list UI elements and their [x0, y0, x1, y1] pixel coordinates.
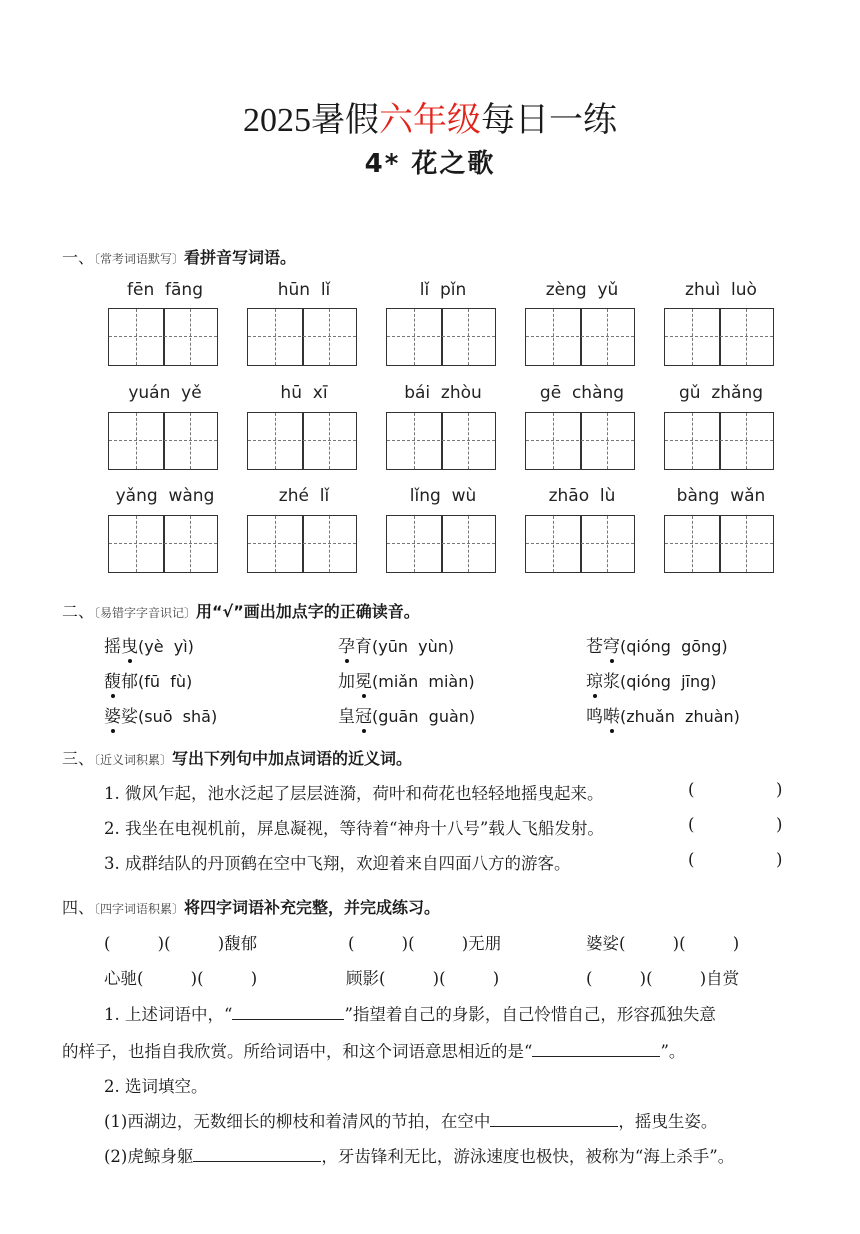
question-1-line-2: 的样子，也指自我欣赏。所给词语中，和这个词语意思相近的是“ ”。: [62, 1042, 686, 1061]
writing-grid[interactable]: [108, 308, 218, 366]
pinyin-label: hū xī: [280, 383, 328, 403]
lesson-title: 4* 花之歌: [364, 149, 496, 179]
idiom-blank-4[interactable]: 心驰( )( ): [104, 969, 258, 988]
section-4-heading: 四、〔四字词语积累〕将四字词语补充完整，并完成练习。: [62, 898, 441, 917]
pinyin-options: (qióng gōng): [620, 637, 728, 656]
word-char-2: 啭: [603, 702, 620, 727]
pinyin-label: yǎng wàng: [115, 486, 215, 506]
writing-grid[interactable]: [664, 515, 774, 573]
pronunciation-item[interactable]: [338, 667, 475, 692]
synonym-sentence-1: 1. 微风乍起，池水泛起了层层涟漪，荷叶和荷花也轻轻地摇曳起来。: [104, 784, 604, 803]
word-char-2: 穹: [603, 632, 620, 657]
question-2-item-1: (1)西湖边，无数细长的柳枝和着清风的节拍，在空中 ，摇曳生姿。: [104, 1112, 718, 1131]
word-char-1: 苍: [586, 637, 603, 657]
writing-grid[interactable]: [525, 308, 635, 366]
pinyin-label: gǔ zhǎng: [678, 383, 764, 403]
answer-blank-1[interactable]: [232, 1003, 344, 1020]
pronunciation-item[interactable]: [104, 667, 192, 692]
pinyin-options: (guān guàn): [372, 707, 476, 726]
writing-grid[interactable]: [247, 308, 357, 366]
pinyin-options: (yè yì): [138, 637, 194, 656]
answer-paren-open-1[interactable]: (: [688, 780, 695, 799]
idiom-blank-5[interactable]: 顾影( )( ): [346, 969, 500, 988]
pinyin-label: zhāo lù: [548, 486, 616, 506]
answer-paren-open-3[interactable]: (: [688, 850, 695, 869]
synonym-sentence-2: 2. 我坐在电视机前，屏息凝视，等待着“神舟十八号”载人飞船发射。: [104, 819, 604, 838]
pronunciation-item[interactable]: [338, 632, 454, 657]
pinyin-label: lǐng wù: [409, 486, 477, 506]
pinyin-options: (qióng jīng): [620, 672, 717, 691]
pronunciation-item[interactable]: [586, 667, 717, 692]
pinyin-label: zhuì luò: [685, 280, 757, 300]
writing-grid[interactable]: [247, 515, 357, 573]
pinyin-label: lǐ pǐn: [419, 280, 467, 300]
question-2-heading: 2. 选词填空。: [104, 1077, 208, 1096]
word-char-1: 皇: [338, 707, 355, 727]
pinyin-options: (fū fù): [138, 672, 193, 691]
answer-blank-2[interactable]: [532, 1040, 660, 1057]
answer-blank-3[interactable]: [490, 1110, 618, 1127]
pronunciation-item[interactable]: [104, 702, 217, 727]
writing-grid[interactable]: [386, 308, 496, 366]
pinyin-options: (suō shā): [138, 707, 218, 726]
word-char-2: 曳: [121, 632, 138, 657]
question-2-item-2: (2)虎鲸身躯 ，牙齿锋利无比，游泳速度也极快，被称为“海上杀手”。: [104, 1147, 735, 1166]
pinyin-label: bái zhòu: [404, 383, 482, 403]
writing-grid[interactable]: [247, 412, 357, 470]
word-char-1: 馥: [104, 667, 121, 692]
pinyin-label: gē chàng: [539, 383, 625, 403]
writing-grid[interactable]: [525, 412, 635, 470]
writing-grid[interactable]: [386, 515, 496, 573]
word-char-1: 婆: [104, 702, 121, 727]
word-char-1: 鸣: [586, 707, 603, 727]
page-title: 2025暑假六年级每日一练: [243, 102, 617, 139]
idiom-blank-2[interactable]: ( )( )无朋: [348, 934, 502, 953]
word-char-2: 郁: [121, 672, 138, 692]
idiom-blank-1[interactable]: ( )( )馥郁: [104, 934, 258, 953]
writing-grid[interactable]: [386, 412, 496, 470]
word-char-2: 冕: [355, 667, 372, 692]
pinyin-label: hūn lǐ: [277, 280, 331, 300]
synonym-sentence-3: 3. 成群结队的丹顶鹤在空中飞翔，欢迎着来自四面八方的游客。: [104, 854, 571, 873]
word-char-2: 育: [355, 637, 372, 657]
pronunciation-item[interactable]: [104, 632, 194, 657]
writing-grid[interactable]: [664, 308, 774, 366]
word-char-1: 琼: [586, 667, 603, 692]
word-char-2: 浆: [603, 672, 620, 692]
pinyin-label: fēn fāng: [127, 280, 203, 300]
idiom-blank-6[interactable]: ( )( )自赏: [586, 969, 740, 988]
word-char-2: 娑: [121, 707, 138, 727]
pinyin-label: zèng yǔ: [545, 280, 619, 300]
section-3-heading: 三、〔近义词积累〕写出下列句中加点词语的近义词。: [62, 749, 413, 768]
answer-blank-4[interactable]: [193, 1145, 321, 1162]
pinyin-label: bàng wǎn: [676, 486, 766, 506]
writing-grid[interactable]: [664, 412, 774, 470]
section-2-heading: 二、〔易错字字音识记〕用“√”画出加点字的正确读音。: [62, 602, 420, 621]
word-char-1: 加: [338, 672, 355, 692]
answer-paren-close-1: ): [776, 780, 783, 799]
pinyin-options: (zhuǎn zhuàn): [620, 707, 740, 726]
word-char-1: 摇: [104, 637, 121, 657]
answer-paren-close-2: ): [776, 815, 783, 834]
pinyin-label: yuán yě: [128, 383, 202, 403]
pinyin-label: zhé lǐ: [278, 486, 330, 506]
writing-grid[interactable]: [108, 515, 218, 573]
pronunciation-item[interactable]: [586, 702, 740, 727]
answer-paren-open-2[interactable]: (: [688, 815, 695, 834]
word-char-1: 孕: [338, 632, 355, 657]
writing-grid[interactable]: [525, 515, 635, 573]
question-1-line-1: 1. 上述词语中，“ ”指望着自己的身影，自己怜惜自己，形容孤独失意: [104, 1005, 716, 1024]
idiom-blank-3[interactable]: 婆娑( )( ): [586, 934, 740, 953]
word-char-2: 冠: [355, 702, 372, 727]
answer-paren-close-3: ): [776, 850, 783, 869]
writing-grid[interactable]: [108, 412, 218, 470]
section-1-heading: 一、〔常考词语默写〕看拼音写词语。: [62, 248, 297, 267]
pronunciation-item[interactable]: [586, 632, 728, 657]
pinyin-options: (yūn yùn): [372, 637, 455, 656]
pronunciation-item[interactable]: [338, 702, 475, 727]
pinyin-options: (miǎn miàn): [372, 672, 475, 691]
